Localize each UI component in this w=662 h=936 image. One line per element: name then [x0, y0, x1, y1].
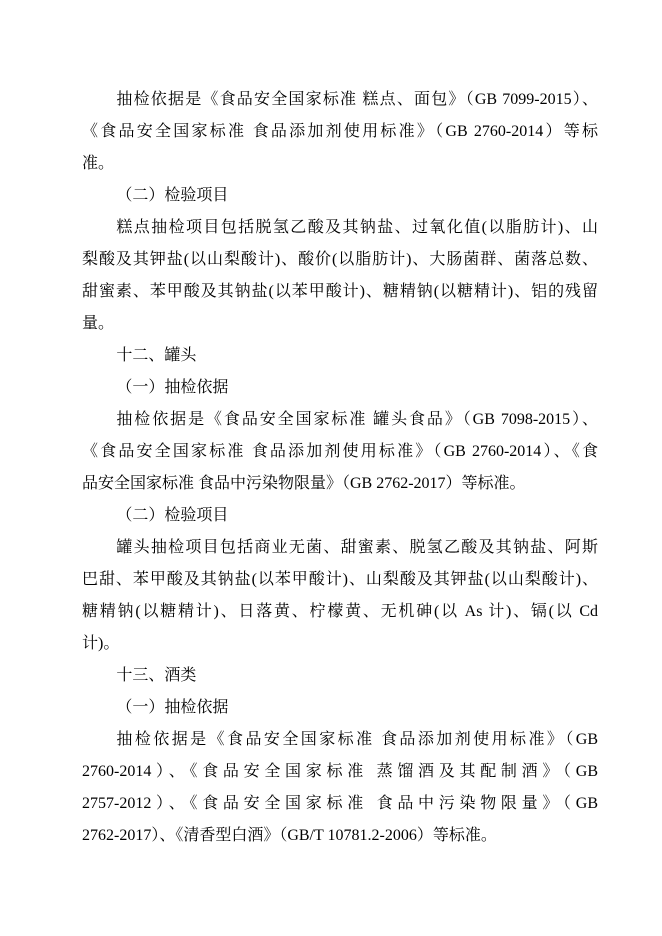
heading-text: 十三、酒类	[116, 667, 197, 684]
text-line: 《食品安全国家标准 食品添加剂使用标准》（GB 2760-2014）等标	[82, 123, 598, 140]
text-line: 准。	[82, 155, 115, 172]
paragraph-canned-items	[82, 532, 598, 660]
text-line: 2757-2012）、《食品安全国家标准 食品中污染物限量》（GB	[82, 795, 598, 812]
section-heading	[82, 692, 598, 724]
text-line: 2762-2017）、《清香型白酒》（GB/T 10781.2-2006）等标准。	[82, 827, 497, 844]
section-heading	[82, 372, 598, 404]
heading-text: （二）检验项目	[116, 187, 229, 204]
section-heading	[82, 500, 598, 532]
paragraph-canned-basis	[82, 404, 598, 500]
text-line: 量。	[82, 315, 115, 332]
text-line: 糕点抽检项目包括脱氢乙酸及其钠盐、过氧化值(以脂肪计)、山	[116, 219, 598, 236]
heading-text: （二）检验项目	[116, 507, 229, 524]
paragraph-liquor-basis	[82, 724, 598, 852]
heading-text: 十二、罐头	[116, 347, 197, 364]
heading-text: （一）抽检依据	[116, 699, 229, 716]
text-line: 巴甜、苯甲酸及其钠盐(以苯甲酸计)、山梨酸及其钾盐(以山梨酸计)、	[82, 571, 598, 588]
text-line: 甜蜜素、苯甲酸及其钠盐(以苯甲酸计)、糖精钠(以糖精计)、铝的残留	[82, 283, 598, 300]
heading-text: （一）抽检依据	[116, 379, 229, 396]
text-line: 罐头抽检项目包括商业无菌、甜蜜素、脱氢乙酸及其钠盐、阿斯	[116, 539, 598, 556]
text-line: 2760-2014）、《食品安全国家标准 蒸馏酒及其配制酒》（GB	[82, 763, 598, 780]
text-line: 计)。	[82, 635, 120, 652]
text-line: 糖精钠(以糖精计)、日落黄、柠檬黄、无机砷(以 As 计)、镉(以 Cd	[82, 603, 598, 620]
paragraph-bakery-basis	[82, 84, 598, 180]
text-line: 《食品安全国家标准 食品添加剂使用标准》（GB 2760-2014）、《食	[82, 443, 598, 460]
section-heading	[82, 180, 598, 212]
text-line: 品安全国家标准 食品中污染物限量》（GB 2762-2017）等标准。	[82, 475, 526, 492]
document-page	[82, 84, 598, 852]
section-heading	[82, 340, 598, 372]
text-line: 抽检依据是《食品安全国家标准 罐头食品》（GB 7098-2015）、	[116, 411, 598, 428]
text-line: 抽检依据是《食品安全国家标准 糕点、面包》（GB 7099-2015）、	[116, 91, 598, 108]
text-line: 抽检依据是《食品安全国家标准 食品添加剂使用标准》（GB	[116, 731, 598, 748]
section-heading	[82, 660, 598, 692]
text-line: 梨酸及其钾盐(以山梨酸计)、酸价(以脂肪计)、大肠菌群、菌落总数、	[82, 251, 598, 268]
paragraph-bakery-items	[82, 212, 598, 340]
